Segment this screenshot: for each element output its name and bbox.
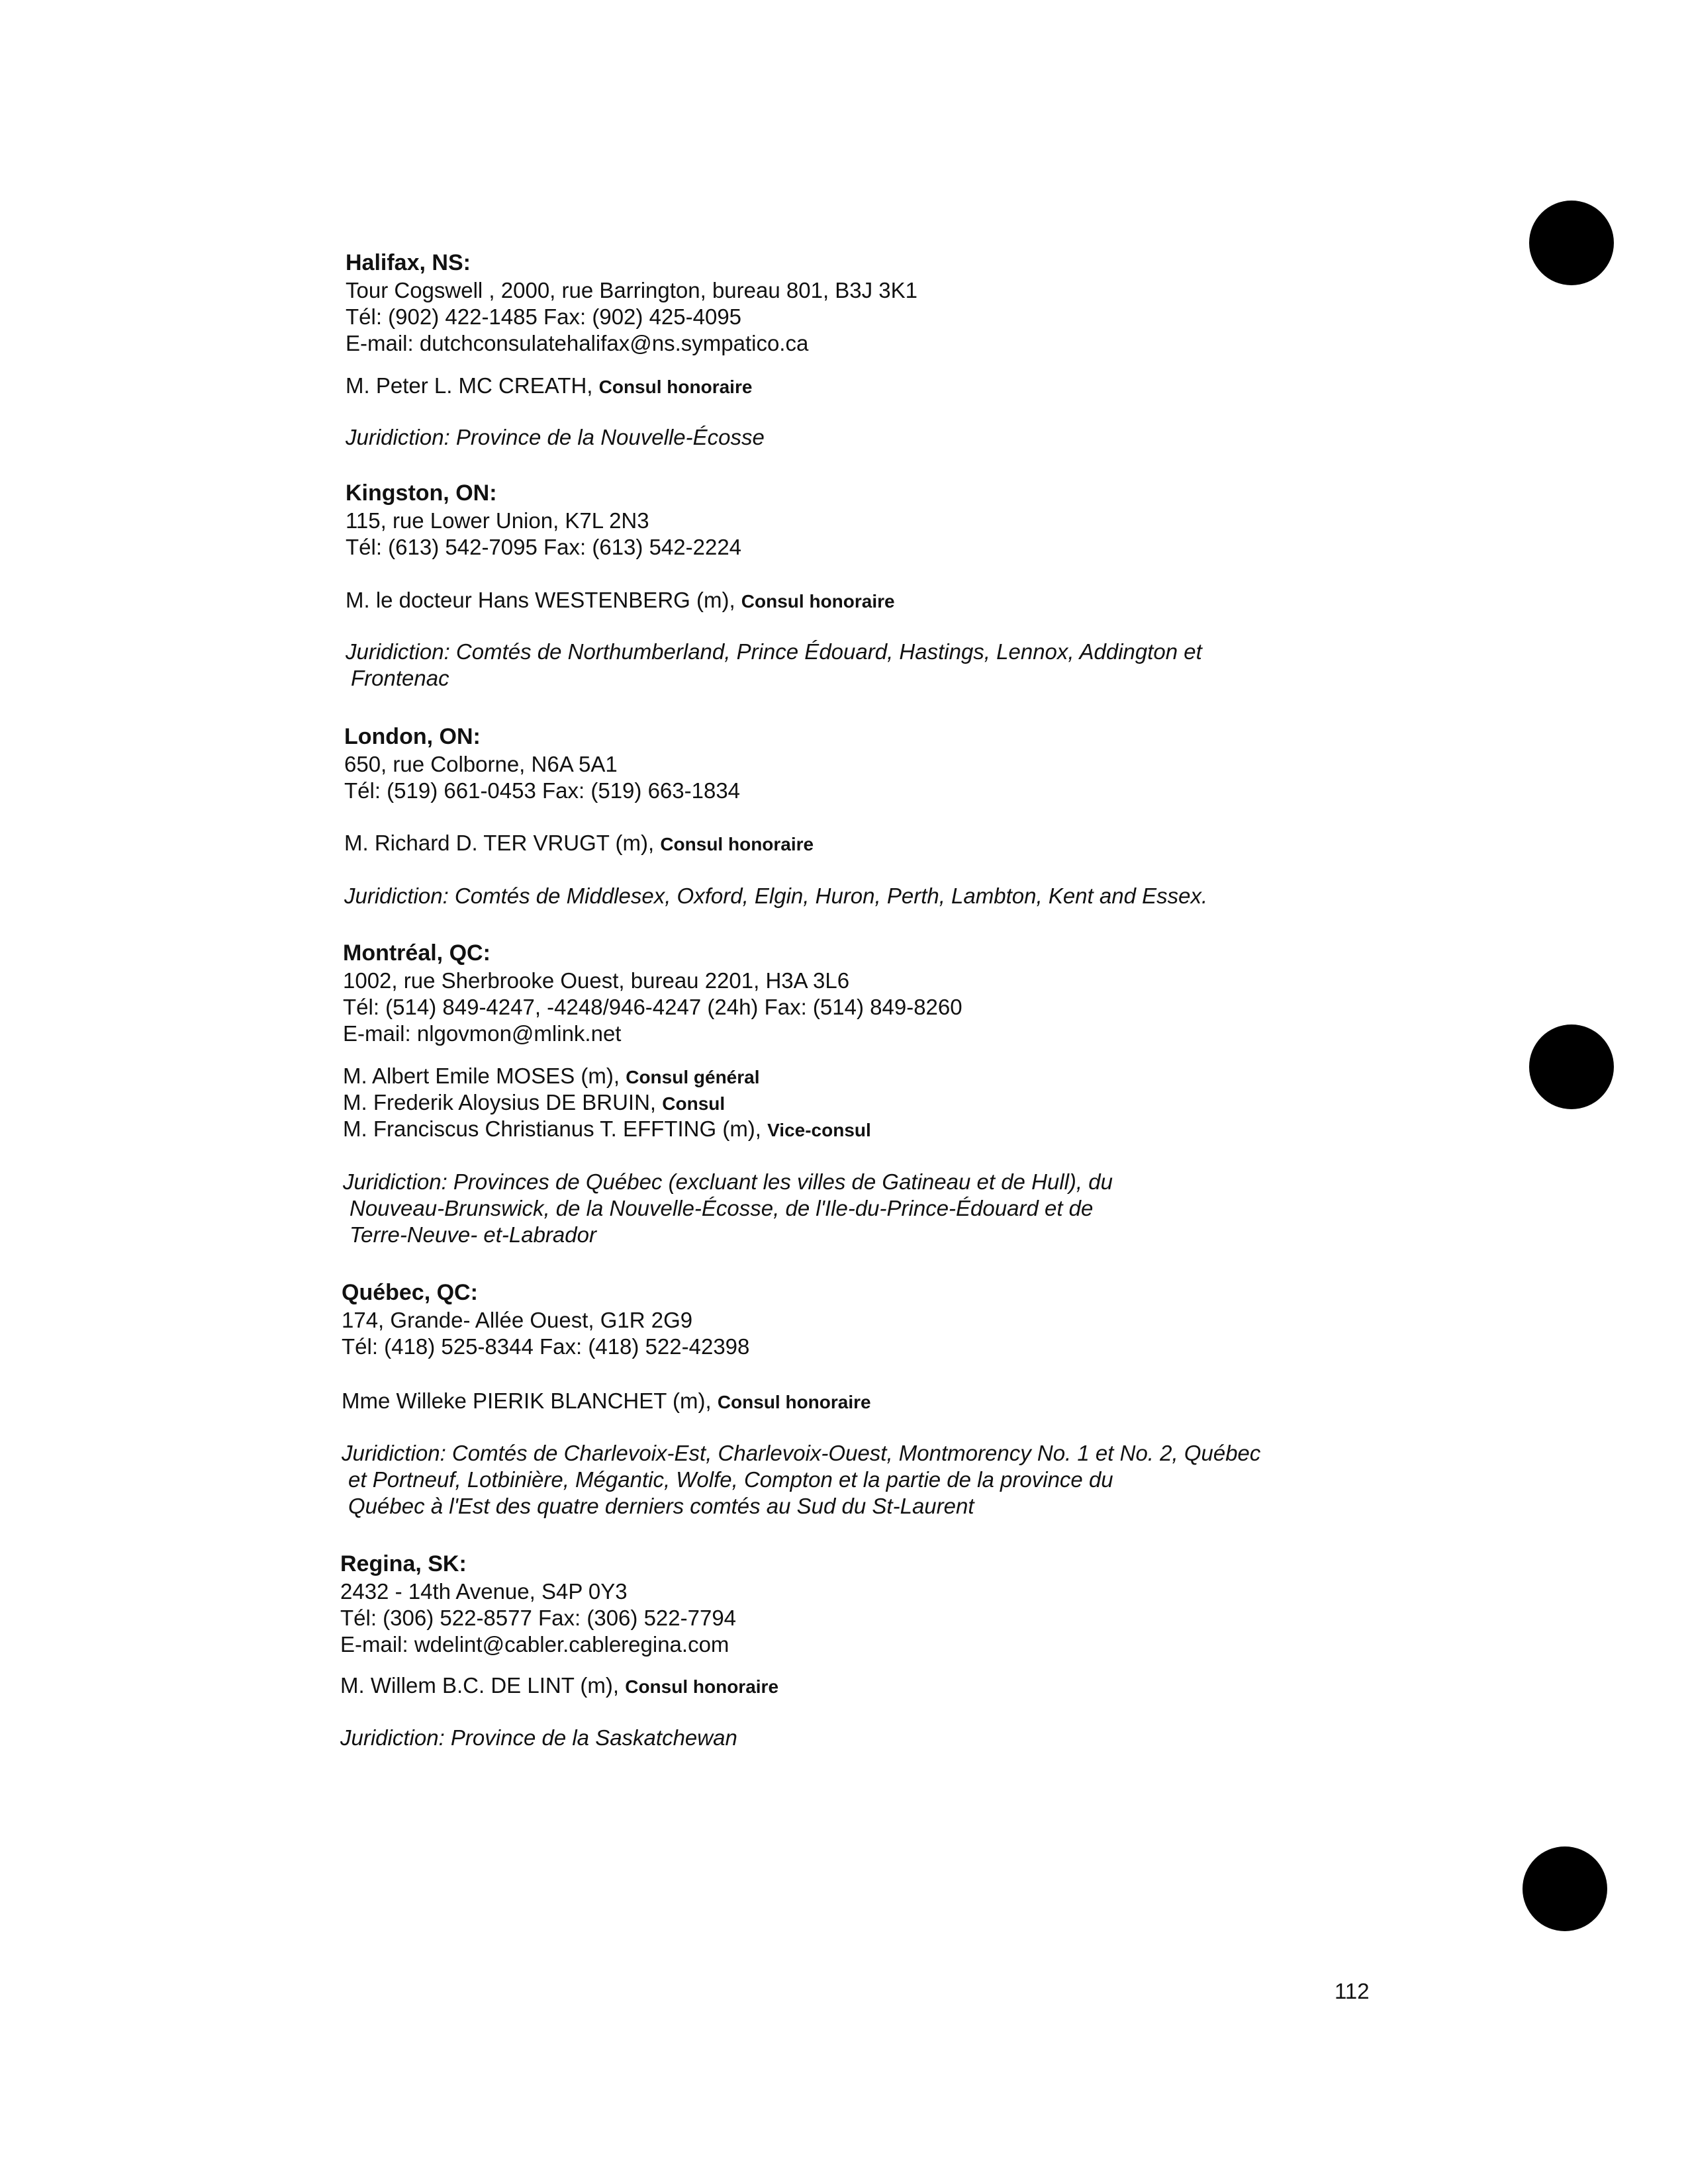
jurisdiction-line: Juridiction: Comtés de Charlevoix-Est, Charlevoix-Ouest, Montmorency No. 1 et No. 2, Québec [342, 1441, 1261, 1465]
address: Tour Cogswell , 2000, rue Barrington, bureau 801, B3J 3K1 [346, 278, 918, 302]
official-name: M. Franciscus Christianus T. EFFTING (m), [343, 1116, 761, 1141]
jurisdiction-line: Juridiction: Comtés de Middlesex, Oxford, Elgin, Huron, Perth, Lambton, Kent and Essex. [344, 884, 1208, 908]
official [346, 373, 752, 400]
city-heading: Montréal, QC: [343, 940, 491, 966]
city-heading: Québec, QC: [342, 1280, 478, 1305]
official [346, 587, 895, 615]
email: E-mail: nlgovmon@mlink.net [343, 1021, 622, 1046]
phone-fax: Tél: (613) 542-7095 Fax: (613) 542-2224 [346, 535, 742, 559]
phone-fax: Tél: (306) 522-8577 Fax: (306) 522-7794 [340, 1606, 737, 1630]
phone-fax: Tél: (418) 525-8344 Fax: (418) 522-42398 [342, 1334, 750, 1359]
jurisdiction-line: Frontenac [351, 666, 449, 690]
email: E-mail: dutchconsulatehalifax@ns.sympatico.ca [346, 331, 809, 355]
official [342, 1388, 871, 1416]
address: 1002, rue Sherbrooke Ouest, bureau 2201, H3A 3L6 [343, 968, 850, 993]
official [344, 830, 814, 858]
official-name: M. Peter L. MC CREATH, [346, 373, 593, 398]
punch-hole-bottom [1523, 1846, 1607, 1931]
official-name: M. Willem B.C. DE LINT (m), [340, 1673, 620, 1698]
official-role: Consul honoraire [598, 377, 753, 397]
official [343, 1063, 760, 1091]
official-role: Consul honoraire [717, 1392, 871, 1412]
city-heading: Kingston, ON: [346, 480, 497, 506]
phone-fax: Tél: (514) 849-4247, -4248/946-4247 (24h) Fax: (514) 849-8260 [343, 995, 962, 1019]
official-role: Vice-consul [767, 1120, 871, 1140]
official [340, 1672, 778, 1700]
phone-fax: Tél: (902) 422-1485 Fax: (902) 425-4095 [346, 304, 742, 329]
address: 115, rue Lower Union, K7L 2N3 [346, 508, 649, 533]
official-name: M. Albert Emile MOSES (m), [343, 1064, 620, 1088]
jurisdiction-line: Juridiction: Province de la Saskatchewan [340, 1725, 737, 1750]
official-role: Consul honoraire [660, 834, 814, 854]
page-number: 112 [1335, 1979, 1370, 2003]
jurisdiction-line: et Portneuf, Lotbinière, Mégantic, Wolfe, Compton et la partie de la province du [348, 1467, 1113, 1492]
official-name: M. le docteur Hans WESTENBERG (m), [346, 588, 735, 612]
email: E-mail: wdelint@cabler.cableregina.com [340, 1632, 729, 1657]
official-role: Consul [662, 1093, 726, 1114]
jurisdiction-line: Juridiction: Comtés de Northumberland, Prince Édouard, Hastings, Lennox, Addington et [346, 639, 1202, 664]
city-heading: Regina, SK: [340, 1551, 467, 1576]
address: 650, rue Colborne, N6A 5A1 [344, 752, 618, 776]
official-role: Consul honoraire [625, 1676, 779, 1697]
phone-fax: Tél: (519) 661-0453 Fax: (519) 663-1834 [344, 778, 741, 803]
punch-hole-top [1529, 201, 1614, 285]
city-heading: Halifax, NS: [346, 250, 471, 275]
official-role: Consul général [626, 1067, 760, 1087]
punch-hole-middle [1529, 1024, 1614, 1109]
jurisdiction-line: Québec à l'Est des quatre derniers comtés au Sud du St-Laurent [348, 1494, 974, 1518]
official-name: Mme Willeke PIERIK BLANCHET (m), [342, 1388, 712, 1413]
official [343, 1089, 725, 1117]
official-name: M. Frederik Aloysius DE BRUIN, [343, 1090, 657, 1115]
jurisdiction-line: Terre-Neuve- et-Labrador [350, 1222, 596, 1247]
jurisdiction-line: Nouveau-Brunswick, de la Nouvelle-Écosse, de l'Ile-du-Prince-Édouard et de [350, 1196, 1094, 1220]
city-heading: London, ON: [344, 724, 481, 749]
official-name: M. Richard D. TER VRUGT (m), [344, 831, 655, 855]
jurisdiction-line: Juridiction: Provinces de Québec (excluant les villes de Gatineau et de Hull), du [343, 1169, 1113, 1194]
jurisdiction-line: Juridiction: Province de la Nouvelle-Écosse [346, 425, 765, 449]
official [343, 1116, 871, 1144]
address: 2432 - 14th Avenue, S4P 0Y3 [340, 1579, 628, 1604]
address: 174, Grande- Allée Ouest, G1R 2G9 [342, 1308, 693, 1332]
official-role: Consul honoraire [741, 591, 895, 612]
